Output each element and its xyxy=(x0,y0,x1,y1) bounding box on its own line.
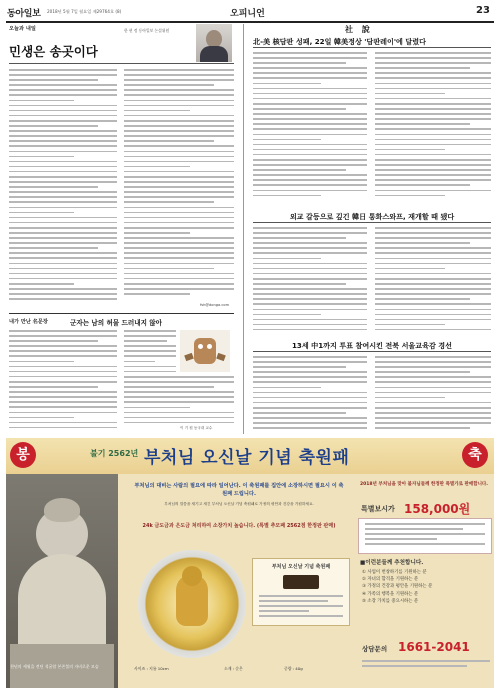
ad-spec-size: 사이즈 : 지름 10cm xyxy=(134,666,169,671)
ad-intro: 부처님의 대비는 사람의 필요에 따라 일어난다. 이 축원패를 집안에 소장하시면 필요시 이 축원패 드립니다. xyxy=(134,483,344,497)
editorial-1-rule xyxy=(253,47,491,48)
ad-benefit-item: ④ 가족의 행복을 기원하는 분 xyxy=(362,591,419,597)
ad-photo-caption: 천년의 세월을 견딘 석굴암 본존불의 자비로운 모습 xyxy=(10,664,99,669)
ad-benefit-item: ③ 가정의 건강과 평안을 기원하는 분 xyxy=(362,584,433,590)
ad-phone-label: 상담문의 xyxy=(362,645,388,653)
ad-boxed-text xyxy=(358,518,492,554)
column2-author: 이 기 원 동국대 교수 xyxy=(180,426,213,430)
column-body-right xyxy=(124,69,234,301)
editorial-2-body-col1 xyxy=(253,227,367,333)
ad-benefit-item: ② 자녀의 합격을 기원하는 분 xyxy=(362,577,419,583)
ad-medallion xyxy=(138,550,246,658)
masthead xyxy=(0,0,500,22)
column2-body-right xyxy=(124,376,234,426)
editorial-3-rule xyxy=(253,351,491,352)
newspaper-logo: 동아일보 xyxy=(7,9,41,19)
masthead-rule xyxy=(6,21,494,23)
ad-buddhist-year: 불기 2562년 xyxy=(90,449,139,458)
editorial-3-body-col1 xyxy=(253,356,367,432)
editorial-1-body-col2 xyxy=(375,52,491,202)
editorial-1-title: 北-美 核담판 성패, 22일 韓美정상 '담판레이'에 달렸다 xyxy=(253,37,426,46)
editorial-3-body-col2 xyxy=(375,356,491,432)
ad-product-logo xyxy=(283,575,319,589)
column-title-rule xyxy=(9,63,234,64)
column-closing-email: fsh@donga.com xyxy=(200,303,230,307)
section-title: 오피니언 xyxy=(230,9,265,19)
editorial-label: 社 說 xyxy=(345,24,373,34)
ad-phone-number: 1661-2041 xyxy=(398,640,470,654)
date-line: 2018년 5월 7일 월요일 제29764호 (8) xyxy=(47,9,122,14)
column-divider xyxy=(243,24,244,434)
ad-product-text xyxy=(259,595,343,621)
ad-spec-material: 소재 : 순은 xyxy=(224,666,243,671)
ad-banner xyxy=(6,438,494,474)
column-title: 민생은 송곳이다 xyxy=(9,44,98,59)
ad-promo: 2018년 부처님을 맞아 불자님들께 한정판 특별가로 판매합니다. xyxy=(360,482,488,487)
column2-illustration xyxy=(180,330,230,372)
page-number: 23 xyxy=(476,5,490,16)
editorial-3-title: 13세 中1까지 투표 참여시킨 전북 서울교육감 경선 xyxy=(291,341,453,350)
columnist-photo xyxy=(196,24,232,62)
advertisement xyxy=(6,438,494,688)
ad-benefit-item: ⑤ 소장 가치를 중요시하는 분 xyxy=(362,598,419,604)
column2-body-left xyxy=(9,330,117,430)
ad-headline: 부처님 오신날 기념 축원패 xyxy=(144,448,350,468)
ad-phone-note xyxy=(362,660,490,674)
ad-lotus-right-icon: 축 xyxy=(462,442,488,468)
ad-buddha-photo xyxy=(6,474,118,688)
column-body-left xyxy=(9,69,117,309)
ad-spec-weight: 중량 : 40g xyxy=(284,666,303,671)
ad-product-card xyxy=(252,558,350,626)
editorial-2-body-col2 xyxy=(375,227,491,333)
column2-kicker: 내가 만난 名문장 xyxy=(9,319,48,325)
editorial-2-rule xyxy=(253,222,491,223)
ad-body: 부처님의 말씀을 새기고 새긴 부처님 오신날 기념 축원패로 가정의 평안과 건강을 기원하세요. xyxy=(164,502,314,506)
section-divider xyxy=(9,313,234,314)
ad-benefits-title: ■이런분들께 추천합니다. xyxy=(360,560,424,566)
ad-lotus-left-icon: 봉 xyxy=(10,442,36,468)
column-kicker: 오늘과 내일 xyxy=(9,26,36,32)
ad-price-label: 특별보시가 xyxy=(361,505,395,513)
ad-benefits-list xyxy=(362,569,492,605)
columnist-byline: 한 현 정 동아일보 논설위원 xyxy=(124,28,170,33)
editorial-1-body-col1 xyxy=(253,52,367,202)
ad-price: 158,000원 xyxy=(404,502,471,516)
ad-description: 24k 금도금과 은도금 처리하여 소장가치 높습니다. (특별 추모패 2562점 한정판 판매) xyxy=(142,523,336,529)
ad-benefit-item: ① 사업이 번창하기를 기원하는 분 xyxy=(362,570,427,575)
editorial-2-title: 외교 갈등으로 깊긴 韓日 통화스와프, 재개할 때 됐다 xyxy=(289,212,455,221)
ad-spec-row xyxy=(134,666,348,676)
column2-title: 군자는 남의 허물 드러내지 않아 xyxy=(70,319,162,327)
ad-product-title: 부처님 오신날 기념 축원패 xyxy=(271,564,331,570)
